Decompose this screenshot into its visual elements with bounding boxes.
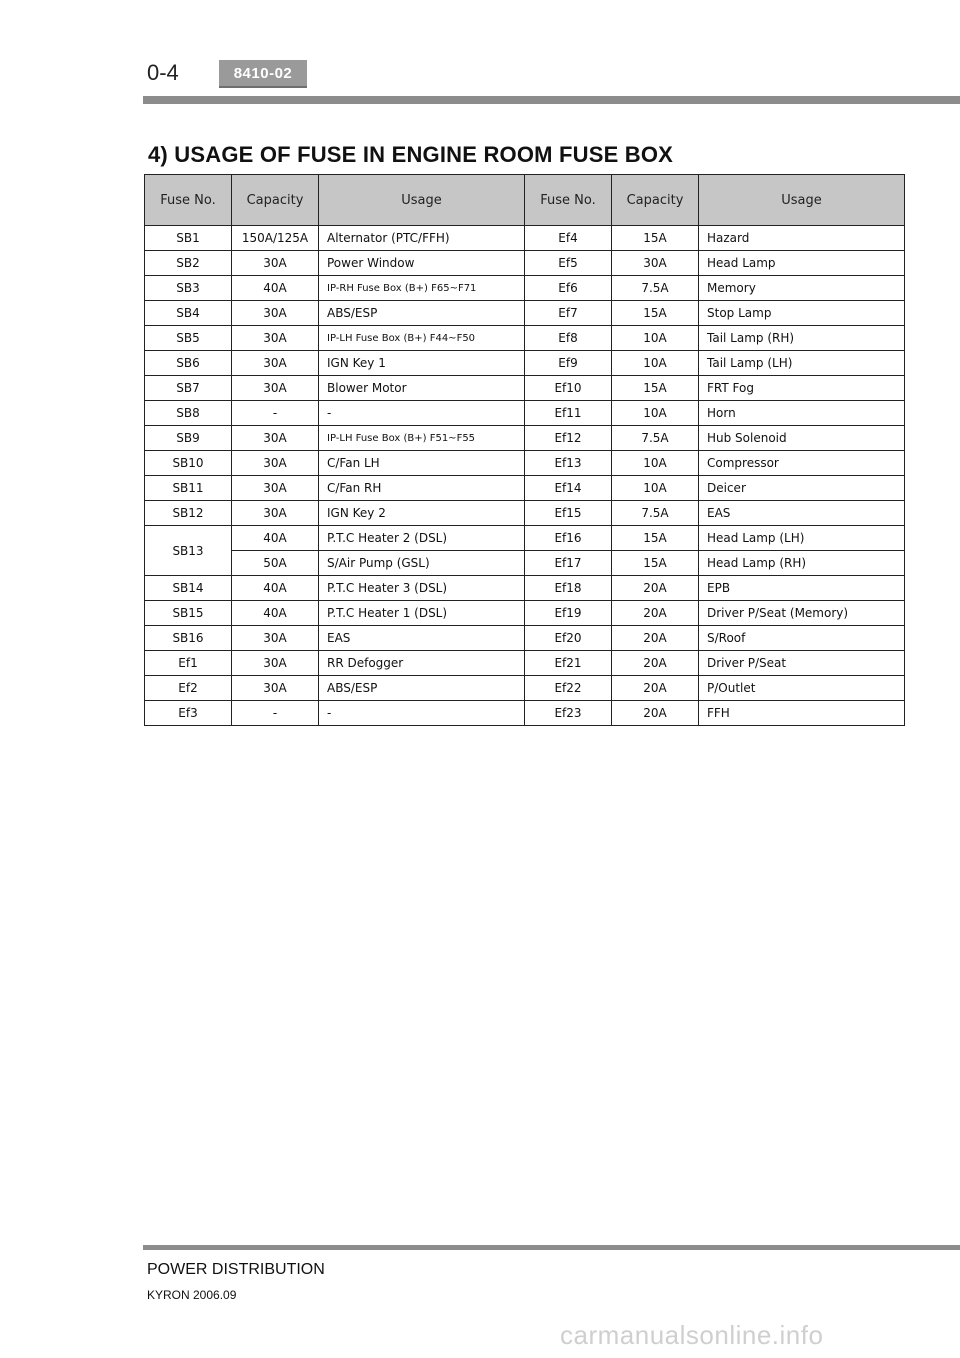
table-cell: Head Lamp (RH) <box>699 551 905 576</box>
table-cell: SB7 <box>145 376 232 401</box>
table-cell: Ef3 <box>145 701 232 726</box>
table-cell: SB1 <box>145 226 232 251</box>
table-cell: RR Defogger <box>319 651 525 676</box>
table-cell: Ef4 <box>525 226 612 251</box>
table-cell: Ef8 <box>525 326 612 351</box>
table-cell: P.T.C Heater 1 (DSL) <box>319 601 525 626</box>
column-header: Capacity <box>612 175 699 226</box>
table-cell: 10A <box>612 476 699 501</box>
doc-code-badge: 8410-02 <box>219 60 307 88</box>
table-cell: Ef16 <box>525 526 612 551</box>
table-cell: 30A <box>232 351 319 376</box>
table-row <box>145 476 905 501</box>
table-cell: Horn <box>699 401 905 426</box>
table-cell: IP-LH Fuse Box (B+) F51~F55 <box>319 426 525 451</box>
table-cell: 15A <box>612 376 699 401</box>
table-cell: S/Air Pump (GSL) <box>319 551 525 576</box>
table-row <box>145 701 905 726</box>
table-cell: EAS <box>699 501 905 526</box>
table-cell: 40A <box>232 576 319 601</box>
table-cell: Hazard <box>699 226 905 251</box>
table-row <box>145 626 905 651</box>
table-cell: 20A <box>612 576 699 601</box>
table-cell: 15A <box>612 226 699 251</box>
table-row <box>145 326 905 351</box>
table-cell: Ef19 <box>525 601 612 626</box>
table-cell: Stop Lamp <box>699 301 905 326</box>
table-row <box>145 551 905 576</box>
table-cell: - <box>319 701 525 726</box>
table-cell: Driver P/Seat <box>699 651 905 676</box>
table-cell: Ef5 <box>525 251 612 276</box>
table-row <box>145 651 905 676</box>
table-row <box>145 226 905 251</box>
table-cell: 30A <box>232 426 319 451</box>
table-cell: Ef1 <box>145 651 232 676</box>
table-cell: 10A <box>612 401 699 426</box>
table-cell: 10A <box>612 326 699 351</box>
table-cell: 150A/125A <box>232 226 319 251</box>
table-row <box>145 351 905 376</box>
table-cell: P.T.C Heater 2 (DSL) <box>319 526 525 551</box>
table-cell: Ef13 <box>525 451 612 476</box>
table-cell: Ef12 <box>525 426 612 451</box>
table-row <box>145 276 905 301</box>
table-cell: Ef23 <box>525 701 612 726</box>
table-cell: SB14 <box>145 576 232 601</box>
footer-rule <box>143 1245 960 1250</box>
table-cell: - <box>232 401 319 426</box>
table-cell: Ef20 <box>525 626 612 651</box>
table-cell: P.T.C Heater 3 (DSL) <box>319 576 525 601</box>
table-cell: Ef10 <box>525 376 612 401</box>
table-cell: 50A <box>232 551 319 576</box>
table-row <box>145 251 905 276</box>
table-cell: 30A <box>232 676 319 701</box>
table-row <box>145 526 905 551</box>
table-cell: SB12 <box>145 501 232 526</box>
table-cell: Driver P/Seat (Memory) <box>699 601 905 626</box>
table-cell: SB3 <box>145 276 232 301</box>
table-cell: Ef21 <box>525 651 612 676</box>
table-cell: SB2 <box>145 251 232 276</box>
table-cell: 20A <box>612 601 699 626</box>
table-cell: ABS/ESP <box>319 301 525 326</box>
table-cell: FRT Fog <box>699 376 905 401</box>
table-cell: Power Window <box>319 251 525 276</box>
table-cell: IGN Key 1 <box>319 351 525 376</box>
table-cell: 30A <box>612 251 699 276</box>
table-row <box>145 426 905 451</box>
table-cell: Ef15 <box>525 501 612 526</box>
table-cell: 40A <box>232 601 319 626</box>
table-cell: 10A <box>612 351 699 376</box>
column-header: Fuse No. <box>525 175 612 226</box>
table-cell: Ef18 <box>525 576 612 601</box>
table-cell: 10A <box>612 451 699 476</box>
page-number: 0-4 <box>147 60 179 85</box>
column-header: Capacity <box>232 175 319 226</box>
footer-doc-id: KYRON 2006.09 <box>147 1288 237 1302</box>
table-cell: SB13 <box>145 526 232 576</box>
column-header: Usage <box>319 175 525 226</box>
table-cell: SB8 <box>145 401 232 426</box>
table-cell: Ef7 <box>525 301 612 326</box>
table-cell: ABS/ESP <box>319 676 525 701</box>
table-cell: 30A <box>232 651 319 676</box>
table-cell: 30A <box>232 476 319 501</box>
table-cell: 30A <box>232 451 319 476</box>
table-cell: IGN Key 2 <box>319 501 525 526</box>
column-header: Fuse No. <box>145 175 232 226</box>
table-cell: Ef22 <box>525 676 612 701</box>
table-cell: Ef9 <box>525 351 612 376</box>
table-cell: 30A <box>232 301 319 326</box>
table-cell: Memory <box>699 276 905 301</box>
table-cell: SB10 <box>145 451 232 476</box>
table-row <box>145 676 905 701</box>
table-cell: - <box>232 701 319 726</box>
table-cell: C/Fan RH <box>319 476 525 501</box>
table-cell: Ef14 <box>525 476 612 501</box>
fuse-usage-table <box>144 174 905 726</box>
table-cell: 7.5A <box>612 276 699 301</box>
table-row <box>145 576 905 601</box>
table-cell: Ef17 <box>525 551 612 576</box>
table-cell: 40A <box>232 526 319 551</box>
table-cell: 20A <box>612 701 699 726</box>
table-cell: Compressor <box>699 451 905 476</box>
table-cell: S/Roof <box>699 626 905 651</box>
table-cell: 30A <box>232 501 319 526</box>
table-cell: Head Lamp <box>699 251 905 276</box>
table-cell: EPB <box>699 576 905 601</box>
table-cell: 30A <box>232 626 319 651</box>
table-cell: Tail Lamp (LH) <box>699 351 905 376</box>
table-row <box>145 501 905 526</box>
table-cell: 40A <box>232 276 319 301</box>
table-body <box>145 226 905 726</box>
table-cell: SB9 <box>145 426 232 451</box>
table-row <box>145 301 905 326</box>
table-cell: 20A <box>612 676 699 701</box>
table-cell: EAS <box>319 626 525 651</box>
table-cell: SB16 <box>145 626 232 651</box>
table-cell: Alternator (PTC/FFH) <box>319 226 525 251</box>
table-cell: SB5 <box>145 326 232 351</box>
table-cell: - <box>319 401 525 426</box>
table-cell: 15A <box>612 551 699 576</box>
table-cell: Deicer <box>699 476 905 501</box>
watermark: carmanualsonline.info <box>560 1320 824 1350</box>
table-cell: SB15 <box>145 601 232 626</box>
table-cell: 7.5A <box>612 501 699 526</box>
table-cell: Blower Motor <box>319 376 525 401</box>
table-cell: FFH <box>699 701 905 726</box>
table-cell: 30A <box>232 376 319 401</box>
table-cell: 15A <box>612 526 699 551</box>
table-cell: IP-LH Fuse Box (B+) F44~F50 <box>319 326 525 351</box>
table-cell: 7.5A <box>612 426 699 451</box>
table-cell: Ef2 <box>145 676 232 701</box>
section-title: 4) USAGE OF FUSE IN ENGINE ROOM FUSE BOX <box>148 142 674 167</box>
table-row <box>145 401 905 426</box>
table-cell: SB4 <box>145 301 232 326</box>
table-cell: Ef11 <box>525 401 612 426</box>
table-cell: 15A <box>612 301 699 326</box>
table-cell: SB11 <box>145 476 232 501</box>
table-row <box>145 376 905 401</box>
table-cell: 30A <box>232 326 319 351</box>
table-cell: C/Fan LH <box>319 451 525 476</box>
table-cell: IP-RH Fuse Box (B+) F65~F71 <box>319 276 525 301</box>
table-cell: P/Outlet <box>699 676 905 701</box>
table-cell: 30A <box>232 251 319 276</box>
table-row <box>145 451 905 476</box>
column-header: Usage <box>699 175 905 226</box>
table-header-row <box>145 175 905 226</box>
table-cell: Hub Solenoid <box>699 426 905 451</box>
table-cell: Ef6 <box>525 276 612 301</box>
table-cell: 20A <box>612 626 699 651</box>
header-rule <box>143 96 960 104</box>
table-cell: Head Lamp (LH) <box>699 526 905 551</box>
table-cell: SB6 <box>145 351 232 376</box>
table-row <box>145 601 905 626</box>
footer-section-title: POWER DISTRIBUTION <box>147 1261 325 1278</box>
table-cell: Tail Lamp (RH) <box>699 326 905 351</box>
table-cell: 20A <box>612 651 699 676</box>
